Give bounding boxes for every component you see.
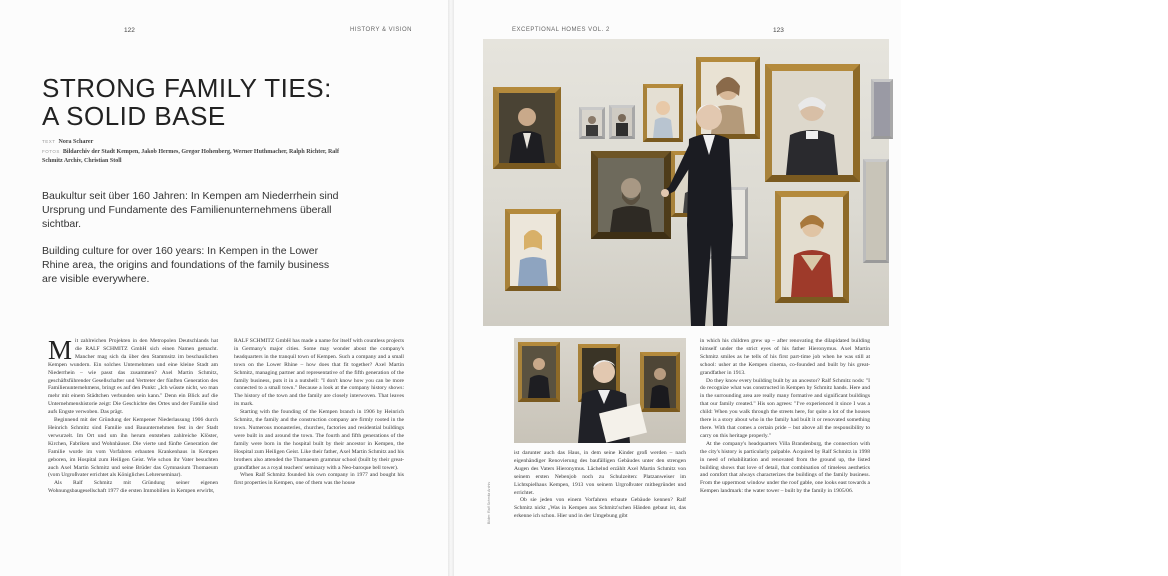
small-portrait-icon (582, 110, 602, 136)
photo-credit-value: Bildarchiv der Stadt Kempen, Jakob Hermes, Gregor Hohenberg, Werner Huthmacher, Ralph Richter, Ralf Schmitz Archiv, Christian Stoll (42, 149, 339, 164)
portrait-frame (505, 209, 561, 291)
photo-caption-german: Ralf Schmitz im Archivraum des Kempener Stammsitzes vor Porträts seiner Vorfahren im Familienunternehmen (1058, 261, 1151, 279)
man-portrait-icon (522, 346, 556, 398)
photo-credit-label: FOTOS (42, 149, 60, 154)
lady-portrait-icon (781, 197, 843, 297)
portrait-frame (765, 64, 860, 182)
right-running-head: EXCEPTIONAL HOMES VOL. 2 (512, 27, 610, 33)
small-photo-frame (609, 105, 635, 139)
headline-line1: STRONG FAMILY TIES: (42, 73, 332, 103)
photo-credit: Bilder: Ralf Schmitz Archiv (487, 481, 491, 524)
portrait-frame (493, 87, 561, 169)
bearded-man-portrait-icon (598, 158, 664, 232)
archive-room-photo (483, 39, 1162, 326)
col4-paragraph-1: in which his children grew up – after renovating the dilapidated building himself under the strict eyes of his father Hieronymus. Axel Martin Schmitz smiles as he tells of his first part-time job when he was still at school: usher at the Kempen cinema, co-founded and built by his great-grandfather in 1913. (700, 338, 870, 376)
partial-frame (863, 159, 889, 263)
col1-paragraph-3: Als Ralf Schmitz mit Gründung seiner eigenen Wohnungsbaugesellschaft 1977 die ersten Immobilien in Kempen erwirbt, (48, 480, 218, 495)
intro-english: Building culture for over 160 years: In Kempen in the Lower Rhine area, the origins and foundations of the family business are visible everywhere. (42, 245, 330, 285)
col4-paragraph-2: Do they know every building built by an ancestor? Ralf Schmitz nods: "I do recognize what was constructed in Kempen by Schmitz hands. Here and in the surrounding area are really many formative and significant buildings that our family created." His son agrees: "I've experienced it since I was a child: When you walk through the streets here, for quite a lot of the houses there is a story about who in the family had built it or renovated something there. With that comes a certain pride – but above all the responsibility to carry on this heritage properly." (700, 377, 870, 439)
col3-paragraph-2: Ob sie jeden von einem Vorfahren erbaute Gebäude kennen? Ralf Schmitz nickt „Was in Kempen aus Schmitz'schen Händen gebaut ist, das erkenne ich schon. Hier und in der Umgebung gibt (514, 497, 686, 520)
left-page-number: 122 (124, 27, 135, 34)
standing-man-figure (659, 95, 749, 326)
gutter (448, 0, 454, 576)
drop-cap: M (48, 335, 73, 365)
text-credit-label: TEXT (42, 139, 56, 144)
portrait-frame (518, 342, 560, 402)
man-portrait-icon (644, 356, 676, 408)
col1-paragraph-2: Beginnend mit der Gründung der Kempener Niederlassung 1906 durch Heinrich Schmitz sind Familie und Bauunternehmen fest in der Stadt verwurzelt. Im Ort und um ihn herum entstehen zahlreiche Klöster, Kirchen, Fabriken und Wohnhäuser. Die vierte und fünfte Generation der Familie wurde im vom Vorfahren erbauten Krankenhaus in Kempen geboren, im Hospital zum Heiligen Geist. Wie schon ihr Vater besuchten auch Axel Martin Schmitz und seine Brüder das Gymnasium Thomaeum (vom Urgroßvater errichtet als Königliches Lehrerseminar). (48, 417, 218, 479)
small-photo-frame (579, 107, 605, 139)
photo-caption-english: Ralf Schmitz in the archive room of the Kempen headquarters in front of portraits of his ancestors in the family business (1058, 291, 1162, 309)
credits (42, 137, 342, 166)
small-portrait-icon (612, 108, 632, 136)
col2-paragraph-3: When Ralf Schmitz founded his own company in 1977 and bought his first properties in Kempen, one of them was the house (234, 472, 404, 487)
intro-german: Baukultur seit über 160 Jahren: In Kempen am Niederrhein sind Ursprung und Fundamente des Familienunternehmens überall sichtbar. (42, 190, 339, 230)
portrait-frame (775, 191, 849, 303)
col1-paragraph-1: it zahlreichen Projekten in den Metropolen Deutschlands hat die RALF SCHMITZ GmbH sich einen Namen gemacht. Mancher mag sich da über den Stammsitz im beschaulichen Kempen wundern. Ein solches Unternehmen und eine kleine Stadt am Niederrhein – wie passt das zusammen? Axel Martin Schmitz, geschäftsführender Gesellschafter und Vertreter der fünften Generation des Familienunternehmens, bringt es auf den Punkt: „Ich wüsste nicht, wo man mehr mit einem Städtchen verbunden sein kann." Denn ein Blick auf die Unternehmenshistorie zeigt: Die Geschichte des Ortes und der Familie sind aufs Engste verwoben. Das prägt. (48, 338, 218, 416)
body-column-1 (48, 335, 218, 538)
text-credit-value: Nora Scharer (58, 139, 94, 145)
archive-documents-photo (514, 338, 686, 443)
body-column-2 (234, 338, 404, 538)
girl-portrait-icon (510, 214, 556, 286)
col3-paragraph-1: ist darunter auch das Haus, in dem seine Kinder groß werden – nach eigenhändiger Renovierung des baufälligen Gebäudes unter den strengen Augen des Vaters Hieronymus. Lächelnd erzählt Axel Martin Schmitz von seinem ersten Nebenjob noch zu Schulzeiten: Platzanweiser im Lichtspielhaus Kempen, 1913 von seinem Urgroßvater mitbegründet und errichtet. (514, 450, 686, 496)
headline-line2: A SOLID BASE (42, 101, 226, 131)
elderly-woman-portrait-icon (772, 71, 853, 175)
headline (42, 74, 372, 130)
col2-paragraph-1: RALF SCHMITZ GmbH has made a name for itself with countless projects in Germany's major cities. Some may wonder about the company's headquarters in the tranquil town of Kempen. Such a company and a small town on the Lower Rhine – how does that fit together? Axel Martin Schmitz, managing partner and representative of the fifth generation of the family business, puts it in a nutshell: "I don't know how you can be more connected to a small town." Because a look at the company history shows: The history of the town and the family are closely interwoven. That leaves its mark. (234, 338, 404, 408)
body-column-4 (700, 338, 870, 538)
left-running-head: HISTORY & VISION (350, 27, 413, 33)
col4-paragraph-3: At the company's headquarters Villa Brandenburg, the connection with the city's history is particularly palpable. Acquired by Ralf Schmitz in 1998 in need of rehabilitation and renovated from the ground up, the listed building shows that love of detail, that combination of timeless aesthetics and comfort that always characterizes the buildings of the family business. From the uppermost window under the roof gable, one looks east towards a Kempen landmark: the water tower – built by the family in 1905/06. (700, 440, 870, 495)
man-portrait-icon (499, 93, 555, 163)
seated-man-figure (558, 352, 648, 443)
right-page-number: 123 (773, 27, 784, 34)
partial-frame (871, 79, 893, 139)
col2-paragraph-2: Starting with the founding of the Kempen branch in 1906 by Heinrich Schmitz, the family and the construction company are firmly rooted in the town. Numerous monasteries, churches, factories and residential buildings were built in and around the town. The fourth and fifth generations of the family were born in the hospital built by their ancestor in Kempen, the Hospital zum Heiligen Geist. Like their father, Axel Martin Schmitz and his brothers also attended the Thomaeum grammar school (built by their great-grandfather as a royal teachers' seminary with a Neo-baroque bell tower). (234, 409, 404, 471)
body-column-3 (514, 450, 686, 540)
